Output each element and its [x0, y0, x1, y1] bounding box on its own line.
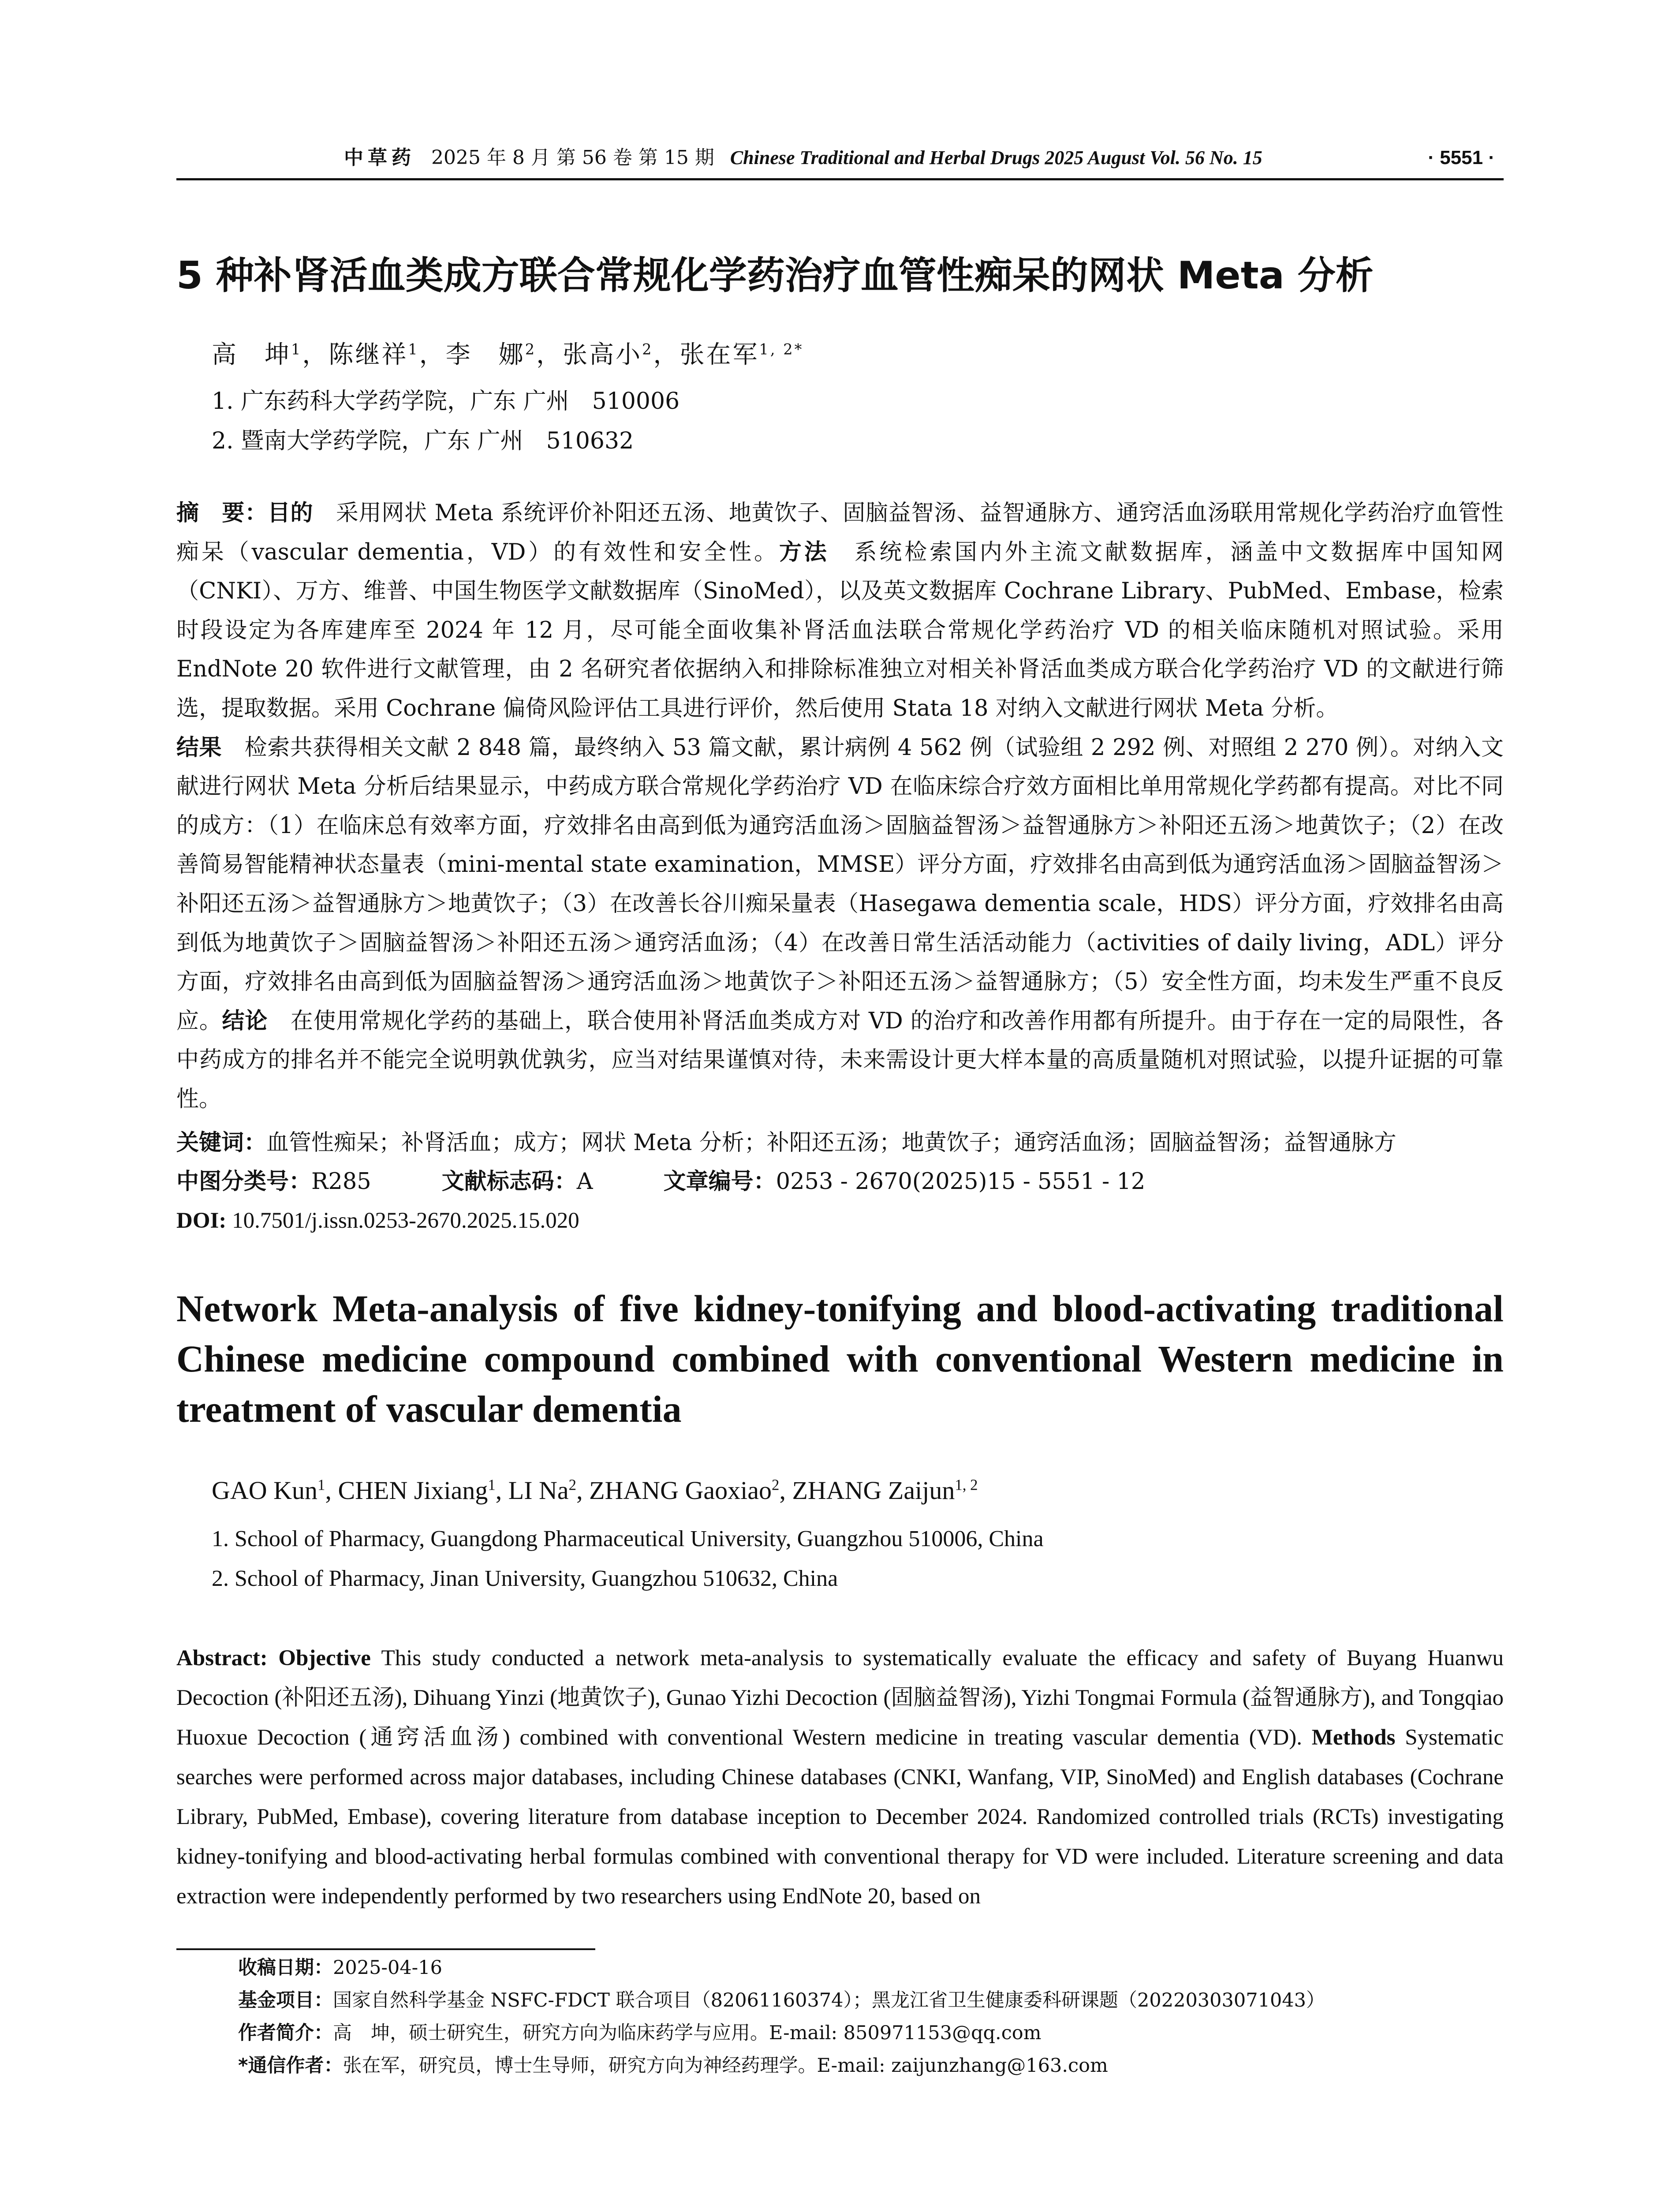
objective-label: 目的	[267, 500, 314, 526]
author-name: 李 娜	[445, 340, 525, 369]
footnote-text: 张在军，研究员，博士生导师，研究方向为神经药理学。E-mail: zaijunzhang@163.com	[343, 2055, 1108, 2077]
abstract-cn	[176, 494, 1504, 1119]
keywords-cn	[176, 1124, 1504, 1162]
footnote-author-bio	[238, 2017, 1504, 2049]
results-label: 结果	[176, 734, 222, 761]
doc-code: A	[576, 1169, 593, 1195]
affiliation-cn: 2. 暨南大学药学院，广东 广州 510632	[212, 428, 634, 454]
affiliation-en: 1. School of Pharmacy, Guangdong Pharmaceutical University, Guangzhou 510006, China	[212, 1526, 1044, 1551]
author-list-cn: 高 坤$^1$，陈继祥$^1$，李 娜$^2$，张高小$^2$，张在军$^{1, 2*}$	[212, 340, 804, 369]
classification-line	[176, 1162, 1504, 1201]
objective-text: 采用网状 Meta 系统评价补阳还五汤、地黄饮子、固脑益智汤、益智通脉方、通窍活血汤联用常规化学药治疗血管性痴呆（vascular dementia，VD）的有效性和安全性。	[176, 500, 1504, 565]
footnote-label: 收稿日期：	[238, 1957, 333, 1979]
issue-date-cn: 2025 年 8 月 第 56 卷 第 15 期	[431, 146, 714, 169]
author-name: LI Na	[508, 1476, 569, 1505]
footnotes	[238, 1951, 1504, 2082]
footnote-label: 基金项目：	[238, 1989, 333, 2011]
doi-label: DOI:	[176, 1208, 227, 1233]
affiliation-en: 2. School of Pharmacy, Jinan University, Guangzhou 510632, China	[212, 1566, 838, 1591]
article-number: 0253 - 2670(2025)15 - 5551 - 12	[776, 1169, 1146, 1195]
author-name: ZHANG Zaijun	[792, 1476, 955, 1505]
footnote-text: 高 坤，硕士研究生，研究方向为临床药学与应用。E-mail: 850971153@qq.com	[333, 2022, 1042, 2044]
author-affiliation-mark: 2	[772, 1476, 780, 1494]
footnote-text: 国家自然科学基金 NSFC-FDCT 联合项目（82061160374）；黑龙江省卫生健康委科研课题（20220303071043）	[333, 1989, 1325, 2011]
running-header	[176, 140, 1504, 176]
author-affiliation-mark: 1	[408, 340, 419, 358]
footnote-corresponding	[238, 2049, 1504, 2082]
methods-text: Systematic searches were performed across major databases, including Chinese databases (CNKI, Wanfang, VIP, SinoMed) and English databases (Cochrane Library, PubMed, Embase), covering literature from database inception to December 2024. Randomized controlled trials (RCTs) investigating kidney-tonifying and blood-activating herbal formulas combined with conventional therapy for VD were included. Literature screening and data extraction were independently performed by two researchers using EndNote 20, based on	[176, 1725, 1504, 1909]
abstract-label: 摘 要：	[176, 500, 268, 526]
article-number-label: 文章编号：	[663, 1169, 776, 1195]
journal-brand: 中草药	[344, 146, 415, 169]
conclusion-label: 结论	[222, 1008, 268, 1034]
author-name: ZHANG Gaoxiao	[589, 1476, 772, 1505]
objective-text: This study conducted a network meta-analysis to systematically evaluate the efficacy and safety of Buyang Huanwu Decoction (补阳还五汤), Dihuang Yinzi (地黄饮子), Gunao Yizhi Decoction (固脑益智汤), Yizhi Tongmai Formula (益智通脉方), and Tongqiao Huoxue Decoction (通窍活血汤) combined with conventional Western medicine in treating vascular dementia (VD).	[176, 1646, 1504, 1750]
author-list-en: GAO Kun$^1$, CHEN Jixiang$^1$, LI Na$^2$, ZHANG Gaoxiao$^2$, ZHANG Zaijun$^{1, 2}$	[212, 1476, 978, 1505]
doi-value: 10.7501/j.issn.0253-2670.2025.15.020	[226, 1208, 579, 1233]
affiliation-cn: 1. 广东药科大学药学院，广东 广州 510006	[212, 388, 680, 415]
author-name: GAO Kun	[212, 1476, 318, 1505]
keywords-label: 关键词：	[176, 1130, 267, 1156]
doi-line	[176, 1201, 1504, 1240]
doc-code-label: 文献标志码：	[441, 1169, 577, 1195]
abstract-en	[176, 1638, 1504, 1916]
methods-text: 系统检索国内外主流文献数据库，涵盖中文数据库中国知网（CNKI）、万方、维普、中国生物医学文献数据库（SinoMed），以及英文数据库 Cochrane Library、PubMed、Embase，检索时段设定为各库建库至 2024 年 12 月，尽可能全面收集补肾活血法联合常规化学药治疗 VD 的相关临床随机对照试验。采用 EndNote 20 软件进行文献管理，由 2 名研究者依据纳入和排除标准独立对相关补肾活血类成方联合化学药治疗 VD 的文献进行筛选，提取数据。采用 Cochrane 偏倚风险评估工具进行评价，然后使用 Stata 18 对纳入文献进行网状 Meta 分析。	[176, 539, 1504, 721]
footnote-label: *通信作者：	[238, 2055, 343, 2077]
footnote-received	[238, 1951, 1504, 1984]
conclusion-text: 在使用常规化学药的基础上，联合使用补肾活血类成方对 VD 的治疗和改善作用都有所提升。由于存在一定的局限性，各中药成方的排名并不能完全说明孰优孰劣，应当对结果谨慎对待，未来需设计更大样本量的高质量随机对照试验，以提升证据的可靠性。	[176, 1008, 1504, 1112]
author-affiliation-mark: 1, 2	[955, 1476, 978, 1494]
author-affiliation-mark: 1	[291, 340, 302, 358]
results-text: 检索共获得相关文献 2 848 篇，最终纳入 53 篇文献，累计病例 4 562 例（试验组 2 292 例、对照组 2 270 例）。对纳入文献进行网状 Meta 分析后结果显示，中药成方联合常规化学药治疗 VD 在临床综合疗效方面相比单用常规化学药都有提高。对比不同的成方：（1）在临床总有效率方面，疗效排名由高到低为通窍活血汤＞固脑益智汤＞益智通脉方＞补阳还五汤＞地黄饮子；（2）在改善简易智能精神状态量表（mini-mental state examination，MMSE）评分方面，疗效排名由高到低为通窍活血汤＞固脑益智汤＞补阳还五汤＞益智通脉方＞地黄饮子；（3）在改善长谷川痴呆量表（Hasegawa dementia scale，HDS）评分方面，疗效排名由高到低为地黄饮子＞固脑益智汤＞补阳还五汤＞通窍活血汤；（4）在改善日常生活活动能力（activities of daily living，ADL）评分方面，疗效排名由高到低为固脑益智汤＞通窍活血汤＞地黄饮子＞补阳还五汤＞益智通脉方；（5）安全性方面，均未发生严重不良反应。	[176, 734, 1504, 1034]
author-affiliation-mark: 2	[525, 340, 537, 358]
author-affiliation-mark: 1, 2*	[759, 340, 804, 358]
abstract-objective-label: Abstract: Objective	[176, 1646, 371, 1671]
author-name: CHEN Jixiang	[338, 1476, 488, 1505]
methods-label: 方法	[779, 539, 829, 565]
page-number: · 5551 ·	[1428, 147, 1495, 168]
footnote-funding	[238, 1984, 1504, 2017]
paper-title-en: Network Meta-analysis of five kidney-tonifying and blood-activating traditional Chinese medicine compound combined with conventional Western medicine in treatment of vascular dementia	[176, 1287, 1504, 1430]
author-affiliation-mark: 1	[317, 1476, 325, 1494]
clc-code: R285	[311, 1169, 371, 1195]
header-rule	[176, 178, 1504, 180]
author-name: 陈继祥	[329, 340, 408, 369]
clc-label: 中图分类号：	[176, 1169, 312, 1195]
author-name: 张在军	[679, 340, 759, 369]
author-name: 张高小	[563, 340, 642, 369]
journal-info-en: Chinese Traditional and Herbal Drugs 2025 August Vol. 56 No. 15	[730, 147, 1262, 168]
paper-title-cn: 5 种补肾活血类成方联合常规化学药治疗血管性痴呆的网状 Meta 分析	[176, 254, 1374, 298]
author-affiliation-mark: 2	[642, 340, 653, 358]
methods-label: Methods	[1311, 1725, 1396, 1750]
footnote-text: 2025-04-16	[333, 1957, 442, 1979]
footnote-rule	[176, 1948, 595, 1950]
author-name: 高 坤	[212, 340, 291, 369]
author-affiliation-mark: 1	[488, 1476, 496, 1494]
author-affiliation-mark: 2	[568, 1476, 577, 1494]
keywords-text: 血管性痴呆；补肾活血；成方；网状 Meta 分析；补阳还五汤；地黄饮子；通窍活血汤；固脑益智汤；益智通脉方	[266, 1130, 1396, 1156]
footnote-label: 作者简介：	[238, 2022, 333, 2044]
